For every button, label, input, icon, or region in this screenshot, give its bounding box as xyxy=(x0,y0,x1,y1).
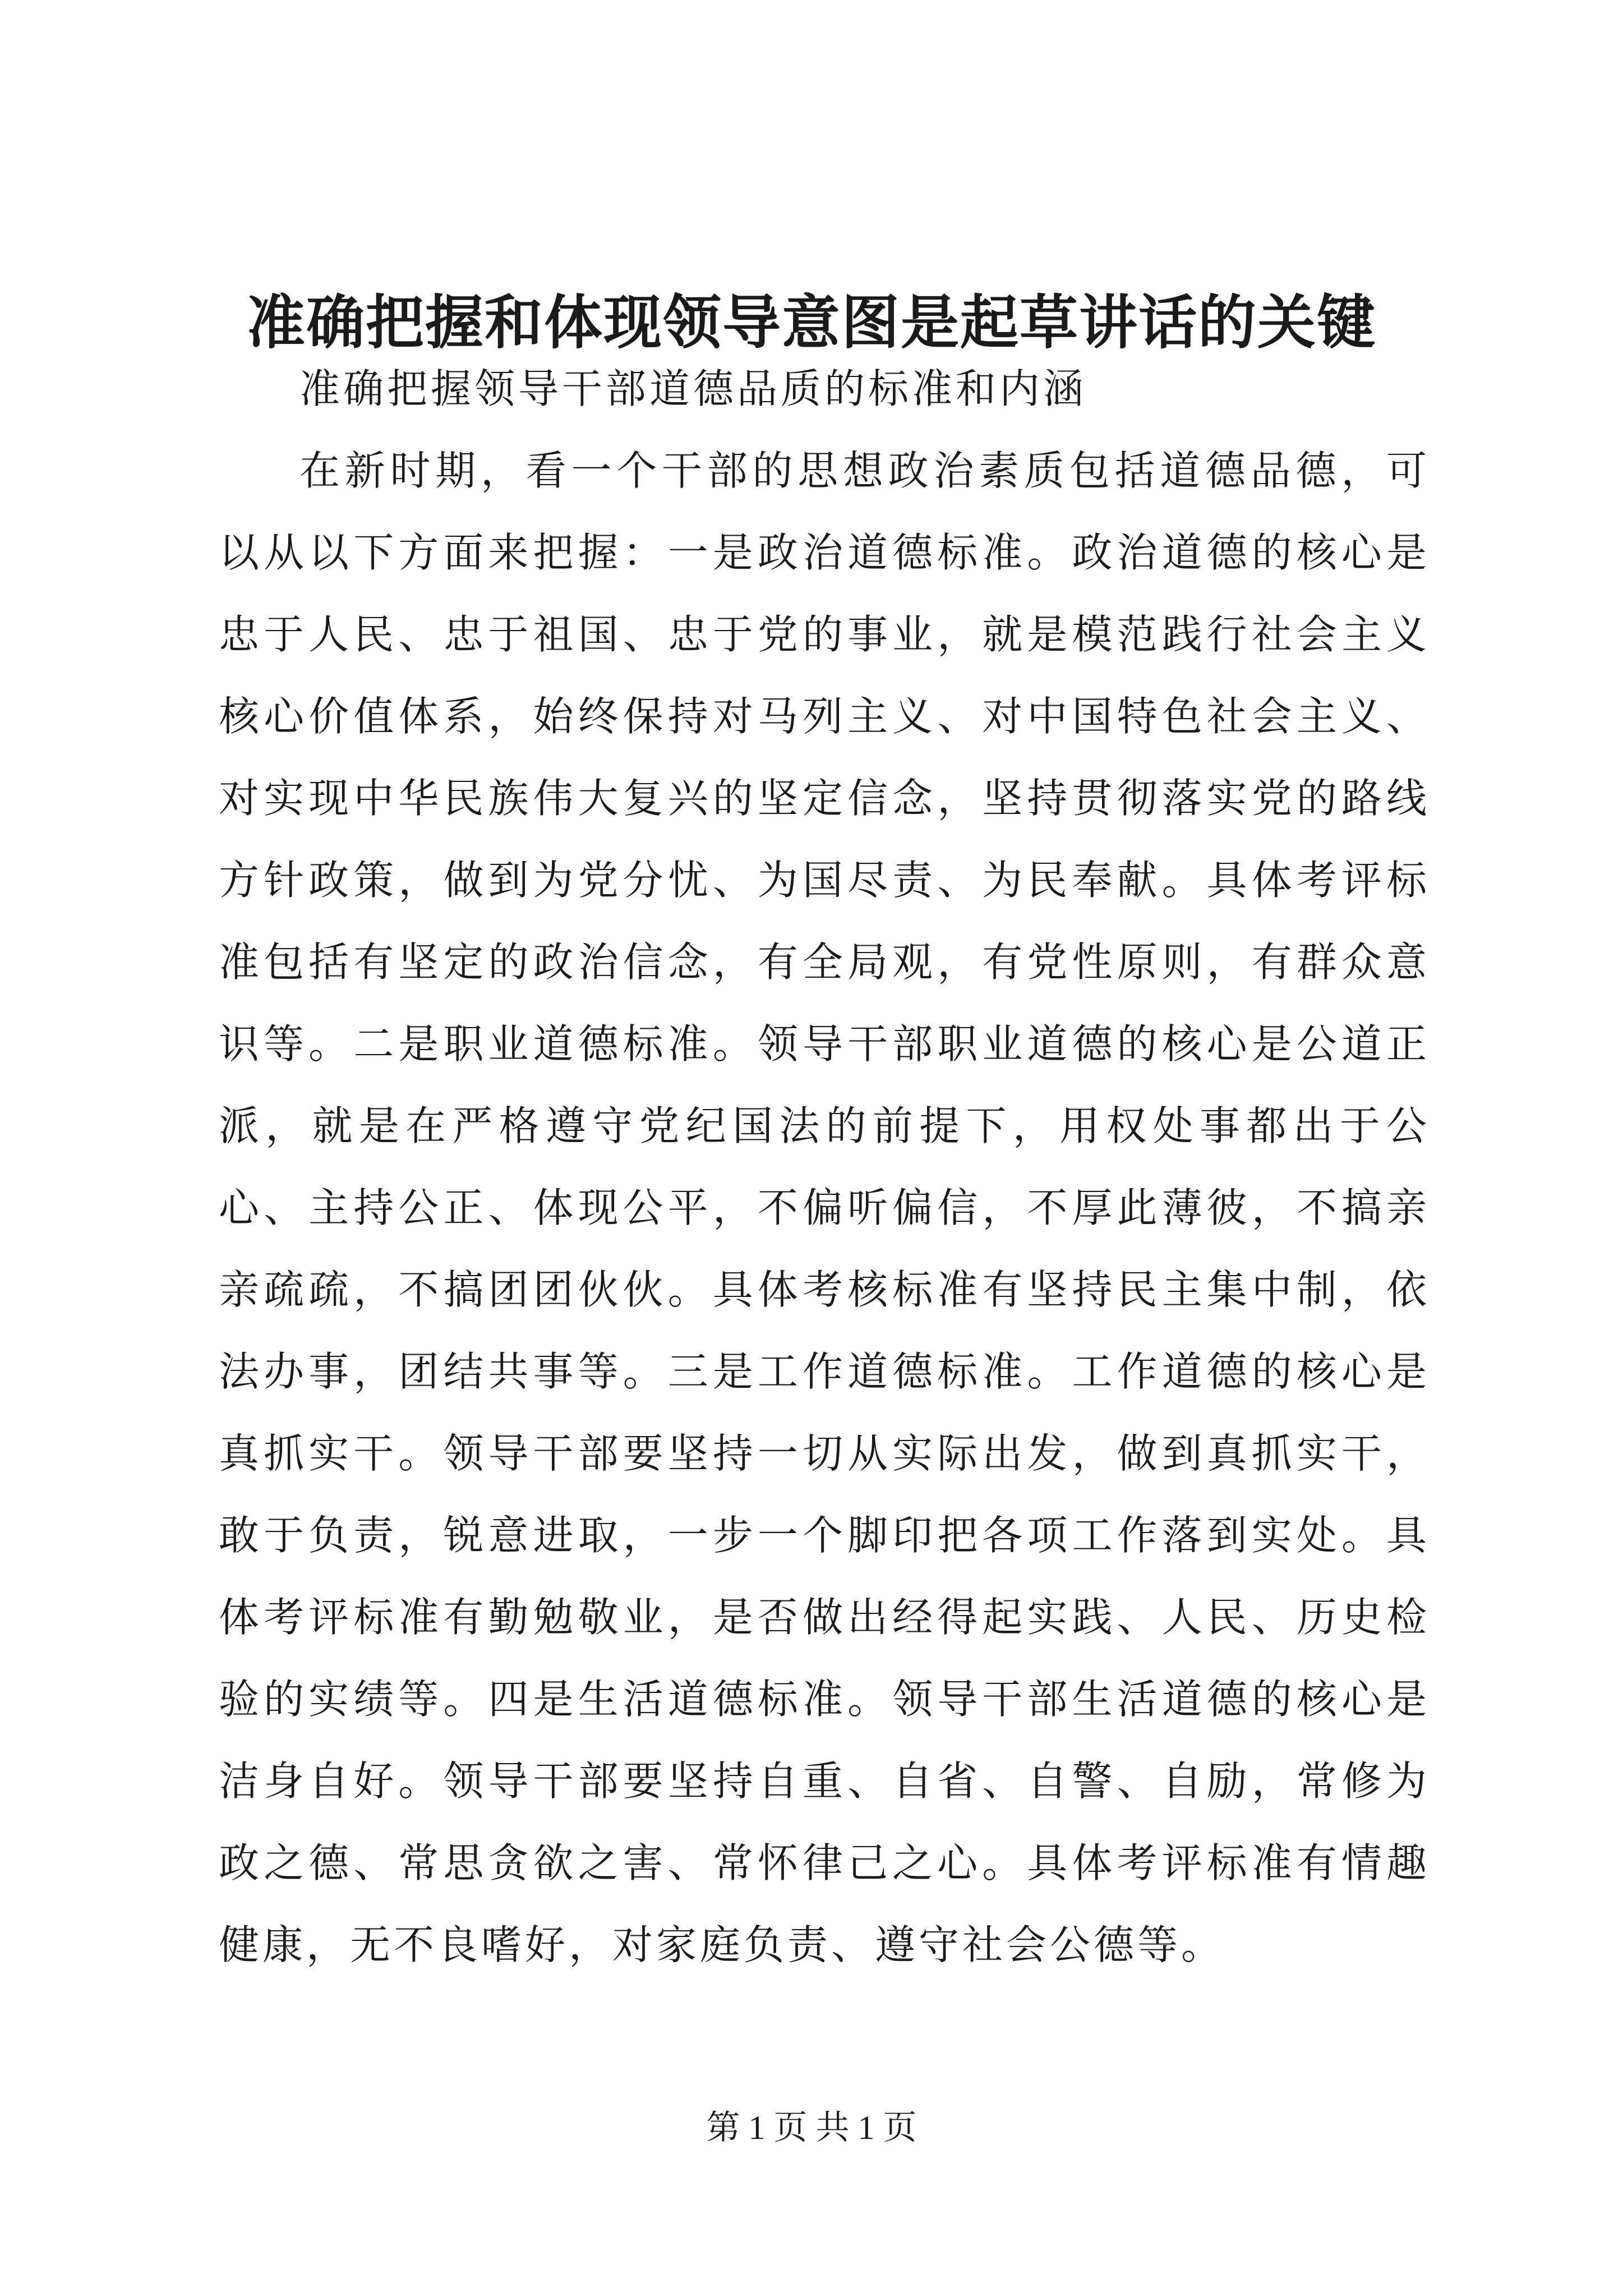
document-title: 准确把握和体现领导意图是起草讲话的关键 xyxy=(246,288,1376,357)
body-paragraph-main: 在新时期，看一个干部的思想政治素质包括道德品德，可以从以下方面来把握：一是政治道德标准。政治道德的核心是忠于人民、忠于祖国、忠于党的事业，就是模范践行社会主义核心价值体系，始终保持对马列主义、对中国特色社会主义、对实现中华民族伟大复兴的坚定信念，坚持贯彻落实党的路线方针政策，做到为党分忧、为国尽责、为民奉献。具体考评标准包括有坚定的政治信念，有全局观，有党性原则，有群众意识等。二是职业道德标准。领导干部职业道德的核心是公道正派，就是在严格遵守党纪国法的前提下，用权处事都出于公心、主持公正、体现公平，不偏听偏信，不厚此薄彼，不搞亲亲疏疏，不搞团团伙伙。具体考核标准有坚持民主集中制，依法办事，团结共事等。三是工作道德标准。工作道德的核心是真抓实干。领导干部要坚持一切从实际出发，做到真抓实干，敢于负责，锐意进取，一步一个脚印把各项工作落到实处。具体考评标准有勤勉敬业，是否做出经得起实践、人民、历史检验的实绩等。四是生活道德标准。领导干部生活道德的核心是洁身自好。领导干部要坚持自重、自省、自警、自励，常修为政之德、常思贪欲之害、常怀律己之心。具体考评标准有情趣健康，无不良嗜好，对家庭负责、遵守社会公德等。 xyxy=(219,447,1430,1968)
page-number-footer: 第 1 页 共 1 页 xyxy=(706,2109,917,2146)
document-body xyxy=(219,348,1430,1986)
body-paragraph-subtitle: 准确把握领导干部道德品质的标准和内涵 xyxy=(299,365,1087,412)
